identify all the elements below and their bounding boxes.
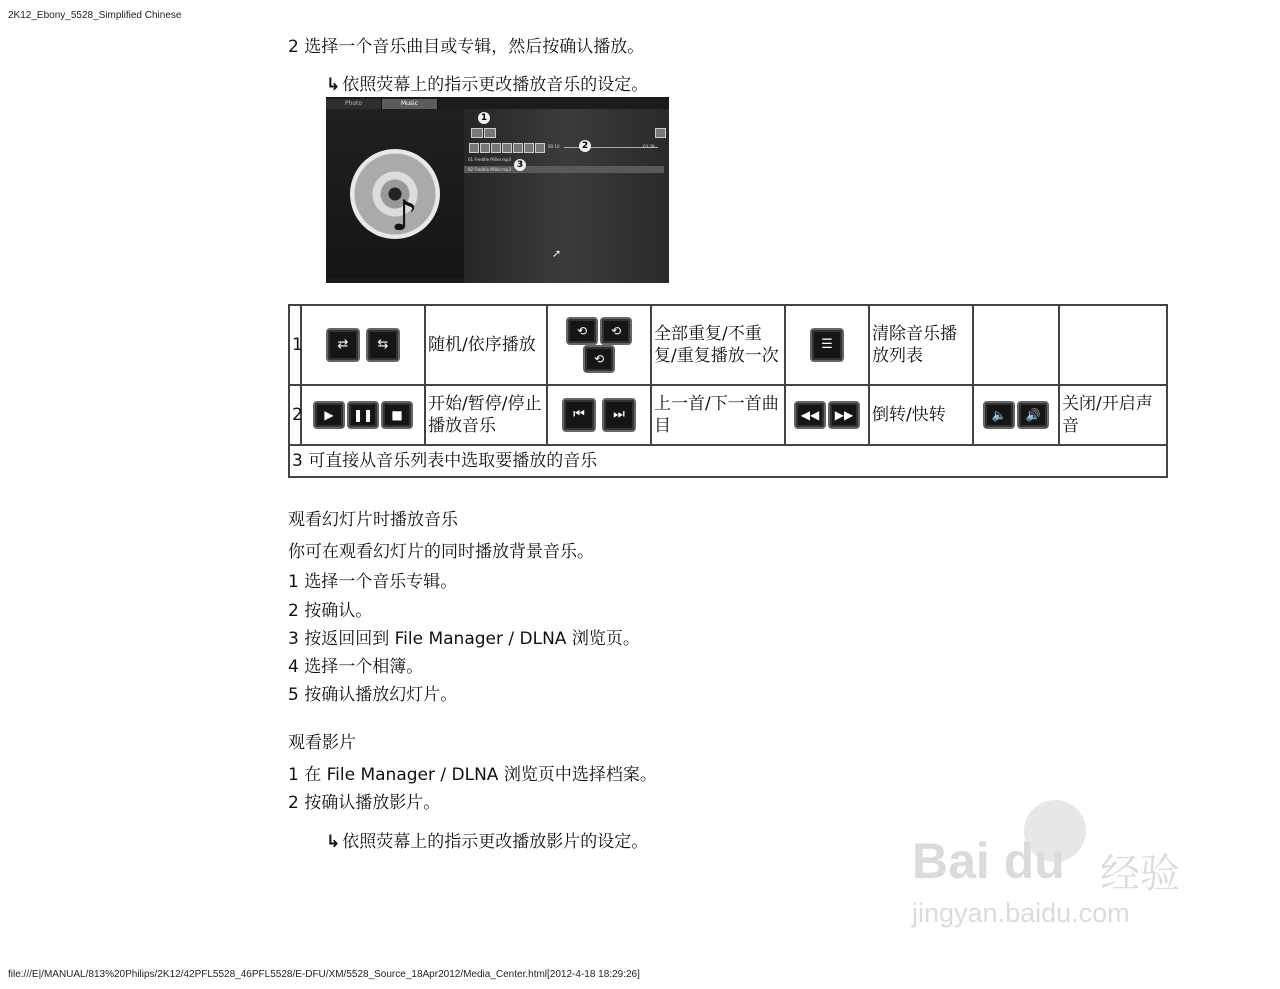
clear-label: 清除音乐播放列表 [869,305,973,385]
play-icons-cell [301,385,425,445]
document-header: 2K12_Ebony_5528_Simplified Chinese [8,10,182,21]
marker-1: 1 [478,112,490,124]
sound-label: 关闭/开启声音 [1059,385,1167,445]
marker-2: 2 [579,140,591,152]
track-2: 02 Freddie Miller.mp3 [468,167,512,172]
shuffle-icon: ⇄ [326,328,360,362]
rewind-icon: ◀◀ [794,401,826,429]
music-note-icon: ♪ [391,191,418,240]
slideshow-heading: 观看幻灯片时播放音乐 [288,510,458,530]
video-note [326,827,648,852]
row-number: 2 [289,385,301,445]
mute-icon: 🔈 [983,401,1015,429]
repeat-all-icon: ⟲ [566,317,598,345]
mini-forward-icon [535,143,545,153]
album-art-pane [326,109,464,279]
tab-photo: Photo [326,99,382,109]
sound-icons-cell [973,385,1059,445]
row-3-text: 3 可直接从音乐列表中选取要播放的音乐 [289,445,1167,477]
slideshow-step: 2 按确认。 [288,601,373,621]
pause-icon: ❚❚ [347,401,379,429]
play-icon: ▶ [313,401,345,429]
seek-label: 倒转/快转 [869,385,973,445]
shuffle-label: 随机/依序播放 [425,305,547,385]
watermark-cn: 经验 [1100,851,1180,897]
seek-icons-cell [785,385,869,445]
slideshow-intro: 你可在观看幻灯片的同时播放背景音乐。 [288,542,594,562]
slideshow-step: 1 选择一个音乐专辑。 [288,572,458,592]
music-player-screenshot [326,97,669,283]
repeat-icons-cell [547,305,651,385]
mini-next-icon [513,143,523,153]
next-icon: ⏭ [602,398,636,432]
play-label: 开始/暂停/停止播放音乐 [425,385,547,445]
fast-forward-icon: ▶▶ [828,401,860,429]
slideshow-step: 4 选择一个相簿。 [288,657,424,677]
video-step: 2 按确认播放影片。 [288,793,441,813]
controls-table [288,304,1168,478]
step-2-note [326,70,648,95]
slideshow-step: 3 按返回回到 File Manager / DLNA 浏览页。 [288,629,640,649]
tab-music: Music [382,99,438,109]
track-icons-cell [547,385,651,445]
table-row [289,385,1167,445]
watermark-brand: Bai du [912,833,1065,889]
video-note-text: 依照荧幕上的指示更改播放影片的设定。 [342,832,649,852]
step-2-note-text: 依照荧幕上的指示更改播放音乐的设定。 [342,75,649,95]
track-label: 上一首/下一首曲目 [651,385,785,445]
screenshot-tabs [326,99,438,109]
clear-icon-cell [785,305,869,385]
mini-pause-icon [480,143,490,153]
shuffle-icons-cell [301,305,425,385]
slideshow-step: 5 按确认播放幻灯片。 [288,685,458,705]
cursor-icon: ➚ [552,247,562,260]
marker-3: 3 [514,159,526,171]
clear-mini-icon [655,128,666,138]
repeat-mini-icon [484,128,496,138]
table-row [289,305,1167,385]
row-number: 1 [289,305,301,385]
empty-cell [973,305,1059,385]
repeat-label: 全部重复/不重复/重复播放一次 [651,305,785,385]
previous-icon: ⏮ [562,398,596,432]
track-1: 01 Freddie Miller.mp3 [468,157,512,162]
step-2-text: 2 选择一个音乐曲目或专辑，然后按确认播放。 [288,37,645,57]
return-arrow-icon: ↳ [326,75,341,95]
video-heading: 观看影片 [288,733,356,753]
volume-icon: 🔊 [1017,401,1049,429]
document-footer: file:///E|/MANUAL/813%20Philips/2K12/42PFL5528_46PFL5528/E-DFU/XM/5528_Source_18Apr2012/Media_Center.html[2012-4-18 18:29:26] [8,969,640,980]
return-arrow-icon: ↳ [326,832,341,852]
stop-icon: ■ [381,401,413,429]
sequence-icon: ⇆ [366,328,400,362]
repeat-off-icon: ⟲ [600,317,632,345]
watermark-url: jingyan.baidu.com [912,898,1130,928]
mini-prev-icon [502,143,512,153]
repeat-one-icon: ⟲ [583,345,615,373]
time-start: 00:10 [548,144,560,149]
mini-rewind-icon [524,143,534,153]
table-row [289,445,1167,477]
empty-cell [1059,305,1167,385]
baidu-watermark [912,800,1242,950]
clear-playlist-icon: ☰ [810,328,844,362]
time-end: 03:39 [643,144,655,149]
video-step: 1 在 File Manager / DLNA 浏览页中选择档案。 [288,765,657,785]
shuffle-mini-icon [471,128,483,138]
mini-stop-icon [491,143,501,153]
mini-play-icon [469,143,479,153]
